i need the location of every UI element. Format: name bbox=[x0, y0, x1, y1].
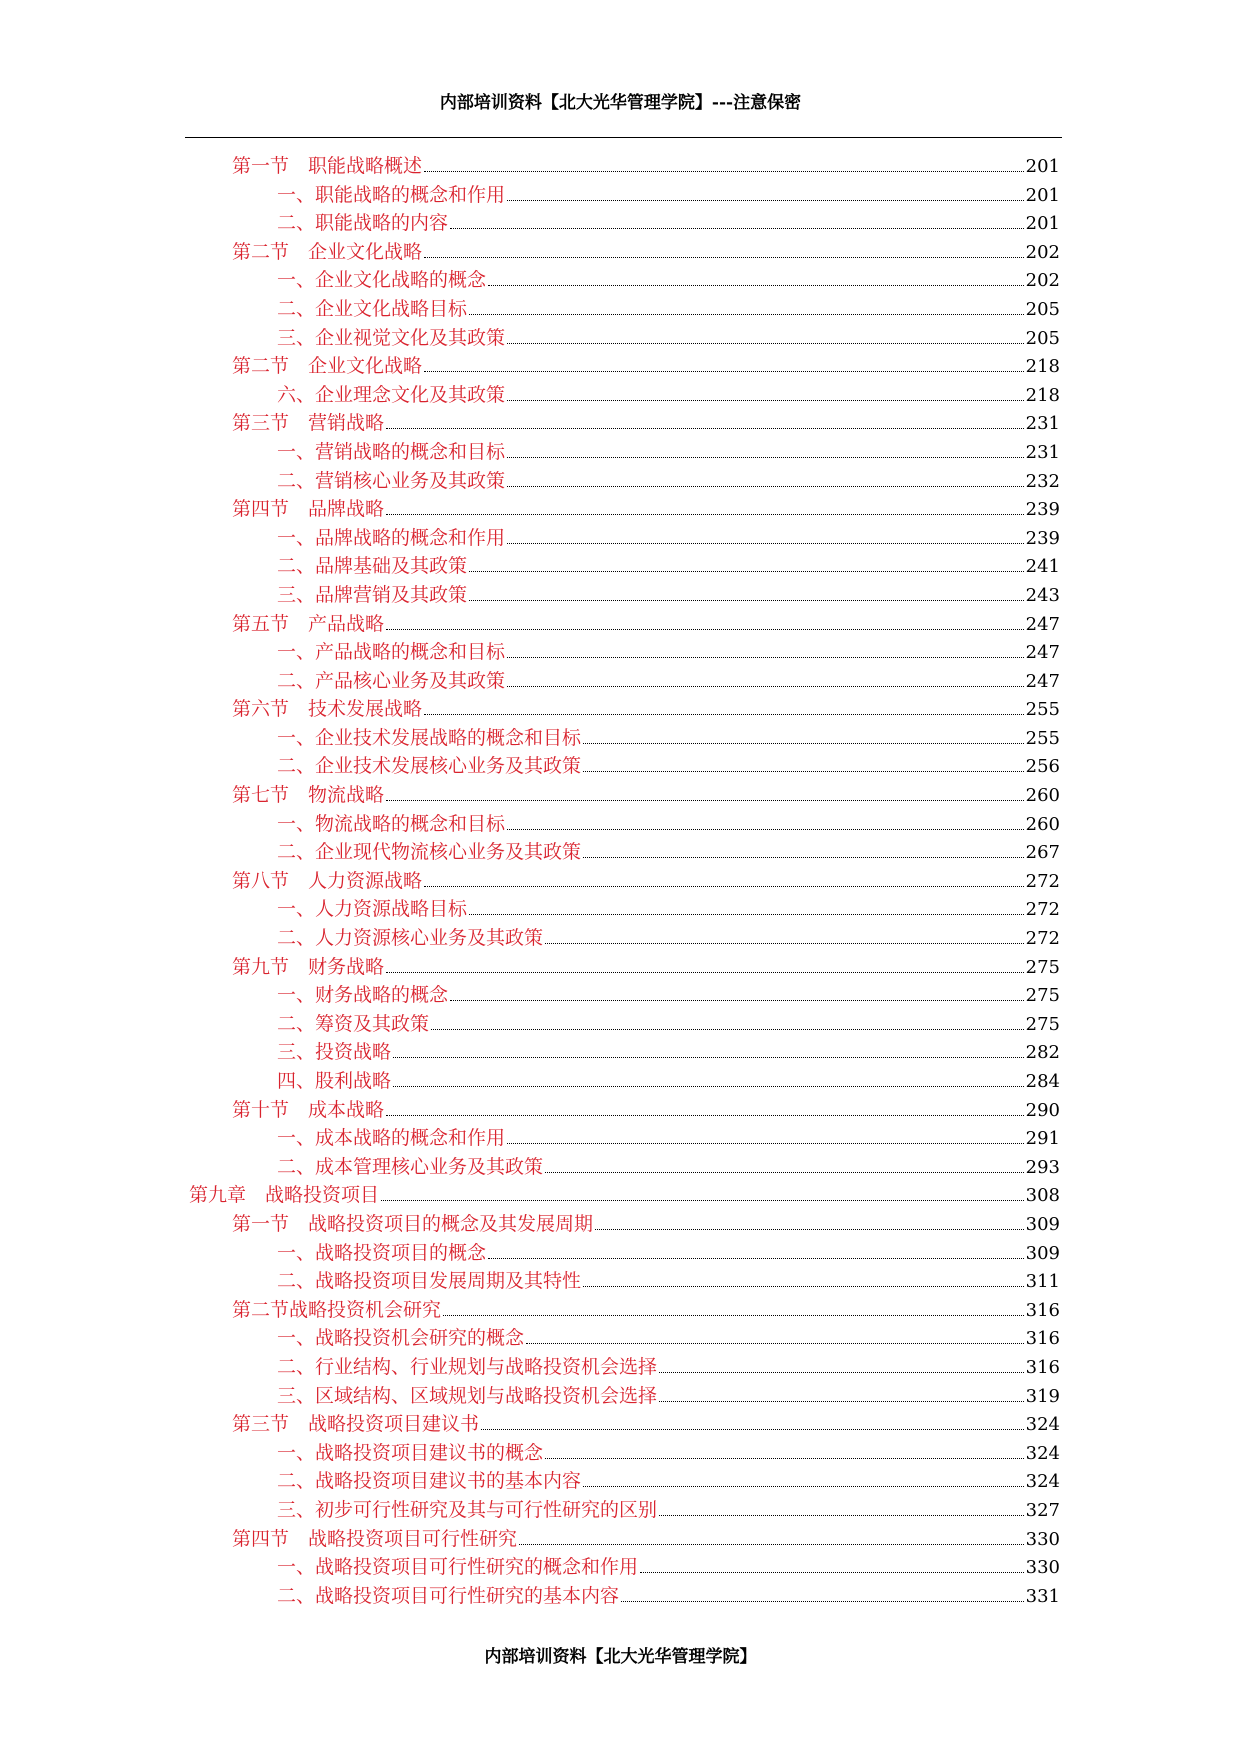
toc-entry-label: 第九章 战略投资项目 bbox=[189, 1184, 380, 1207]
dot-leader bbox=[507, 486, 1024, 487]
toc-entry[interactable] bbox=[185, 180, 1060, 209]
toc-page-number: 243 bbox=[1025, 584, 1060, 606]
toc-entry[interactable] bbox=[185, 323, 1060, 352]
toc-entry-label: 第九节 财务战略 bbox=[232, 955, 385, 978]
dot-leader bbox=[507, 657, 1024, 658]
toc-page-number: 272 bbox=[1025, 899, 1060, 921]
dot-leader bbox=[381, 1200, 1024, 1201]
dot-leader bbox=[659, 1515, 1024, 1516]
dot-leader bbox=[443, 1315, 1024, 1316]
toc-entry[interactable] bbox=[185, 1524, 1060, 1553]
toc-entry[interactable] bbox=[185, 723, 1060, 752]
toc-page-number: 201 bbox=[1025, 156, 1060, 177]
toc-entry-label: 一、品牌战略的概念和作用 bbox=[277, 526, 506, 549]
dot-leader bbox=[450, 228, 1024, 229]
dot-leader bbox=[621, 1601, 1024, 1602]
toc-entry[interactable] bbox=[185, 637, 1060, 666]
toc-page-number: 256 bbox=[1025, 756, 1060, 778]
toc-page-number: 309 bbox=[1025, 1242, 1060, 1264]
dot-leader bbox=[481, 1429, 1024, 1430]
toc-entry[interactable] bbox=[185, 1037, 1060, 1066]
dot-leader bbox=[507, 400, 1024, 401]
dot-leader bbox=[583, 1486, 1024, 1487]
toc-entry[interactable] bbox=[185, 466, 1060, 495]
toc-page-number: 291 bbox=[1025, 1128, 1060, 1150]
toc-entry[interactable] bbox=[185, 580, 1060, 609]
toc-page-number: 308 bbox=[1025, 1185, 1060, 1207]
toc-page-number: 247 bbox=[1025, 613, 1060, 635]
dot-leader bbox=[424, 257, 1024, 258]
toc-entry-label: 第二节 企业文化战略 bbox=[232, 355, 423, 378]
toc-entry-label: 一、战略投资项目的概念 bbox=[277, 1241, 487, 1264]
toc-page-number: 293 bbox=[1025, 1156, 1060, 1178]
toc-entry-label: 三、初步可行性研究及其与可行性研究的区别 bbox=[277, 1498, 658, 1521]
toc-entry-label: 二、企业技术发展核心业务及其政策 bbox=[277, 755, 582, 778]
dot-leader bbox=[424, 714, 1024, 715]
toc-entry[interactable] bbox=[185, 1581, 1060, 1610]
toc-page-number: 290 bbox=[1025, 1099, 1060, 1121]
toc-entry[interactable] bbox=[185, 1009, 1060, 1038]
toc-entry[interactable] bbox=[185, 408, 1060, 437]
toc-entry-label: 二、职能战略的内容 bbox=[277, 212, 449, 235]
toc-entry[interactable] bbox=[185, 1352, 1060, 1381]
dot-leader bbox=[424, 171, 1024, 172]
toc-page-number: 316 bbox=[1025, 1328, 1060, 1350]
toc-page-number: 275 bbox=[1025, 1013, 1060, 1035]
toc-entry[interactable] bbox=[185, 351, 1060, 380]
toc-entry-label: 四、股利战略 bbox=[277, 1070, 392, 1092]
toc-page-number: 327 bbox=[1025, 1499, 1060, 1521]
toc-page-number: 201 bbox=[1025, 213, 1060, 235]
toc-page-number: 255 bbox=[1025, 727, 1060, 749]
toc-entry[interactable] bbox=[185, 1381, 1060, 1410]
dot-leader bbox=[583, 771, 1024, 772]
toc-entry-label: 三、企业视觉文化及其政策 bbox=[277, 326, 506, 349]
toc-entry[interactable] bbox=[185, 1295, 1060, 1324]
toc-page-number: 311 bbox=[1025, 1271, 1060, 1293]
toc-entry[interactable] bbox=[185, 1238, 1060, 1267]
toc-entry[interactable] bbox=[185, 1123, 1060, 1152]
dot-leader bbox=[469, 600, 1024, 601]
toc-entry[interactable] bbox=[185, 980, 1060, 1009]
toc-entry-label: 一、职能战略的概念和作用 bbox=[277, 183, 506, 206]
toc-entry-label: 一、企业技术发展战略的概念和目标 bbox=[277, 726, 582, 749]
toc-page-number: 247 bbox=[1025, 642, 1060, 664]
toc-entry[interactable] bbox=[185, 494, 1060, 523]
toc-entry[interactable] bbox=[185, 837, 1060, 866]
dot-leader bbox=[507, 343, 1024, 344]
toc-page-number: 319 bbox=[1025, 1385, 1060, 1407]
toc-entry-label: 二、筹资及其政策 bbox=[277, 1012, 430, 1035]
dot-leader bbox=[488, 285, 1024, 286]
dot-leader bbox=[507, 686, 1024, 687]
toc-page-number: 316 bbox=[1025, 1299, 1060, 1321]
header-divider bbox=[185, 137, 1062, 138]
toc-page-number: 247 bbox=[1025, 670, 1060, 692]
toc-entry-label: 二、人力资源核心业务及其政策 bbox=[277, 927, 544, 950]
toc-entry-label: 二、行业结构、行业规划与战略投资机会选择 bbox=[277, 1355, 658, 1378]
toc-page-number: 316 bbox=[1025, 1356, 1060, 1378]
toc-entry[interactable] bbox=[185, 1209, 1060, 1238]
toc-entry-label: 第一节 战略投资项目的概念及其发展周期 bbox=[232, 1212, 594, 1235]
toc-entry[interactable] bbox=[185, 1409, 1060, 1438]
toc-entry[interactable] bbox=[185, 1266, 1060, 1295]
toc-entry-label: 二、战略投资项目可行性研究的基本内容 bbox=[277, 1584, 620, 1607]
toc-page-number: 324 bbox=[1025, 1471, 1060, 1493]
toc-page-number: 201 bbox=[1025, 184, 1060, 206]
toc-page-number: 239 bbox=[1025, 527, 1060, 549]
toc-entry-label: 三、品牌营销及其政策 bbox=[277, 583, 468, 606]
toc-page-number: 239 bbox=[1025, 499, 1060, 521]
dot-leader bbox=[583, 857, 1024, 858]
toc-entry[interactable] bbox=[185, 780, 1060, 809]
toc-page-number: 309 bbox=[1025, 1213, 1060, 1235]
dot-leader bbox=[386, 428, 1024, 429]
toc-page-number: 284 bbox=[1025, 1071, 1060, 1092]
toc-page-number: 324 bbox=[1025, 1442, 1060, 1464]
dot-leader bbox=[386, 972, 1024, 973]
toc-entry-label: 二、战略投资项目建议书的基本内容 bbox=[277, 1470, 582, 1493]
toc-entry[interactable] bbox=[185, 952, 1060, 981]
toc-entry[interactable] bbox=[185, 666, 1060, 695]
toc-entry[interactable] bbox=[185, 1466, 1060, 1495]
dot-leader bbox=[424, 371, 1024, 372]
toc-entry-label: 一、营销战略的概念和目标 bbox=[277, 440, 506, 463]
toc-page-number: 331 bbox=[1025, 1585, 1060, 1607]
toc-page-number: 231 bbox=[1025, 413, 1060, 435]
toc-page-number: 202 bbox=[1025, 270, 1060, 292]
dot-leader bbox=[386, 1115, 1024, 1116]
page-header: 内部培训资料【北大光华管理学院】---注意保密 bbox=[439, 93, 802, 113]
toc-page-number: 282 bbox=[1025, 1042, 1060, 1064]
dot-leader bbox=[393, 1057, 1024, 1058]
dot-leader bbox=[431, 1029, 1024, 1030]
toc-entry-label: 一、战略投资机会研究的概念 bbox=[277, 1327, 525, 1350]
toc-entry-label: 第十节 成本战略 bbox=[232, 1098, 385, 1121]
toc-entry-label: 二、企业文化战略目标 bbox=[277, 297, 468, 320]
toc-entry-label: 第三节 营销战略 bbox=[232, 412, 385, 435]
table-of-contents bbox=[185, 151, 1060, 1609]
dot-leader bbox=[507, 200, 1024, 201]
toc-page-number: 260 bbox=[1025, 813, 1060, 835]
toc-entry[interactable] bbox=[185, 1095, 1060, 1124]
toc-entry[interactable] bbox=[185, 894, 1060, 923]
dot-leader bbox=[386, 800, 1024, 801]
toc-entry-label: 一、物流战略的概念和目标 bbox=[277, 812, 506, 835]
toc-entry-label: 一、人力资源战略目标 bbox=[277, 898, 468, 921]
toc-entry-label: 第四节 品牌战略 bbox=[232, 498, 385, 521]
toc-entry[interactable] bbox=[185, 380, 1060, 409]
toc-entry-label: 第四节 战略投资项目可行性研究 bbox=[232, 1527, 518, 1550]
toc-entry-label: 第三节 战略投资项目建议书 bbox=[232, 1413, 480, 1436]
dot-leader bbox=[488, 1258, 1024, 1259]
toc-page-number: 330 bbox=[1025, 1528, 1060, 1550]
toc-entry[interactable] bbox=[185, 551, 1060, 580]
dot-leader bbox=[507, 543, 1024, 544]
toc-page-number: 232 bbox=[1025, 470, 1060, 492]
toc-page-number: 324 bbox=[1025, 1414, 1060, 1436]
toc-entry-label: 第六节 技术发展战略 bbox=[232, 698, 423, 721]
toc-entry-label: 二、战略投资项目发展周期及其特性 bbox=[277, 1270, 582, 1293]
dot-leader bbox=[526, 1343, 1024, 1344]
toc-entry[interactable] bbox=[185, 1066, 1060, 1095]
dot-leader bbox=[469, 314, 1024, 315]
toc-page-number: 272 bbox=[1025, 870, 1060, 892]
dot-leader bbox=[583, 1286, 1024, 1287]
toc-page-number: 267 bbox=[1025, 842, 1060, 864]
toc-entry-label: 六、企业理念文化及其政策 bbox=[277, 383, 506, 406]
toc-page-number: 255 bbox=[1025, 699, 1060, 721]
toc-entry-label: 一、企业文化战略的概念 bbox=[277, 269, 487, 292]
dot-leader bbox=[659, 1372, 1024, 1373]
toc-page-number: 330 bbox=[1025, 1557, 1060, 1579]
toc-entry[interactable] bbox=[185, 1438, 1060, 1467]
page-footer: 内部培训资料【北大光华管理学院】 bbox=[484, 1647, 757, 1667]
toc-page-number: 218 bbox=[1025, 356, 1060, 378]
toc-entry-label: 一、战略投资项目可行性研究的概念和作用 bbox=[277, 1556, 639, 1579]
toc-page-number: 275 bbox=[1025, 985, 1060, 1007]
toc-entry-label: 第八节 人力资源战略 bbox=[232, 869, 423, 892]
toc-entry-label: 一、成本战略的概念和作用 bbox=[277, 1127, 506, 1150]
toc-page-number: 241 bbox=[1025, 556, 1060, 578]
toc-entry-label: 一、财务战略的概念 bbox=[277, 984, 449, 1007]
dot-leader bbox=[545, 943, 1024, 944]
toc-entry-label: 第七节 物流战略 bbox=[232, 784, 385, 807]
toc-entry-label: 二、成本管理核心业务及其政策 bbox=[277, 1155, 544, 1178]
dot-leader bbox=[450, 1000, 1024, 1001]
dot-leader bbox=[583, 743, 1024, 744]
toc-entry[interactable] bbox=[185, 523, 1060, 552]
dot-leader bbox=[659, 1401, 1024, 1402]
dot-leader bbox=[386, 514, 1024, 515]
dot-leader bbox=[640, 1572, 1024, 1573]
toc-page-number: 218 bbox=[1025, 384, 1060, 406]
dot-leader bbox=[545, 1458, 1024, 1459]
toc-entry[interactable] bbox=[185, 866, 1060, 895]
toc-page-number: 205 bbox=[1025, 298, 1060, 320]
toc-entry[interactable] bbox=[185, 1180, 1060, 1209]
dot-leader bbox=[386, 629, 1024, 630]
dot-leader bbox=[393, 1086, 1024, 1087]
toc-entry[interactable] bbox=[185, 1495, 1060, 1524]
dot-leader bbox=[519, 1544, 1024, 1545]
dot-leader bbox=[545, 1172, 1024, 1173]
toc-entry[interactable] bbox=[185, 809, 1060, 838]
toc-entry-label: 第一节 职能战略概述 bbox=[232, 155, 423, 177]
toc-entry-label: 二、品牌基础及其政策 bbox=[277, 555, 468, 578]
toc-page-number: 231 bbox=[1025, 441, 1060, 463]
toc-entry[interactable] bbox=[185, 294, 1060, 323]
toc-entry[interactable] bbox=[185, 694, 1060, 723]
toc-entry-label: 三、区域结构、区域规划与战略投资机会选择 bbox=[277, 1384, 658, 1407]
toc-page-number: 272 bbox=[1025, 928, 1060, 950]
dot-leader bbox=[507, 829, 1024, 830]
toc-entry[interactable] bbox=[185, 751, 1060, 780]
toc-entry[interactable] bbox=[185, 1152, 1060, 1181]
toc-entry[interactable] bbox=[185, 208, 1060, 237]
toc-page-number: 205 bbox=[1025, 327, 1060, 349]
dot-leader bbox=[507, 457, 1024, 458]
toc-entry[interactable] bbox=[185, 923, 1060, 952]
toc-entry-label: 一、产品战略的概念和目标 bbox=[277, 641, 506, 664]
toc-entry[interactable] bbox=[185, 437, 1060, 466]
toc-entry-label: 第二节 企业文化战略 bbox=[232, 240, 423, 263]
toc-entry-label: 二、产品核心业务及其政策 bbox=[277, 669, 506, 692]
dot-leader bbox=[595, 1229, 1024, 1230]
toc-page-number: 275 bbox=[1025, 956, 1060, 978]
toc-page-number: 202 bbox=[1025, 241, 1060, 263]
toc-entry[interactable] bbox=[185, 609, 1060, 638]
toc-entry[interactable] bbox=[185, 1552, 1060, 1581]
toc-page-number: 260 bbox=[1025, 785, 1060, 807]
toc-entry[interactable] bbox=[185, 151, 1060, 180]
dot-leader bbox=[469, 914, 1024, 915]
toc-entry-label: 二、营销核心业务及其政策 bbox=[277, 469, 506, 492]
toc-entry[interactable] bbox=[185, 265, 1060, 294]
dot-leader bbox=[469, 571, 1024, 572]
dot-leader bbox=[424, 886, 1024, 887]
dot-leader bbox=[507, 1143, 1024, 1144]
toc-entry-label: 第五节 产品战略 bbox=[232, 612, 385, 635]
toc-entry-label: 一、战略投资项目建议书的概念 bbox=[277, 1441, 544, 1464]
toc-entry-label: 二、企业现代物流核心业务及其政策 bbox=[277, 841, 582, 864]
toc-entry[interactable] bbox=[185, 237, 1060, 266]
toc-entry[interactable] bbox=[185, 1323, 1060, 1352]
toc-entry-label: 三、投资战略 bbox=[277, 1041, 392, 1064]
toc-entry-label: 第二节战略投资机会研究 bbox=[232, 1298, 442, 1321]
